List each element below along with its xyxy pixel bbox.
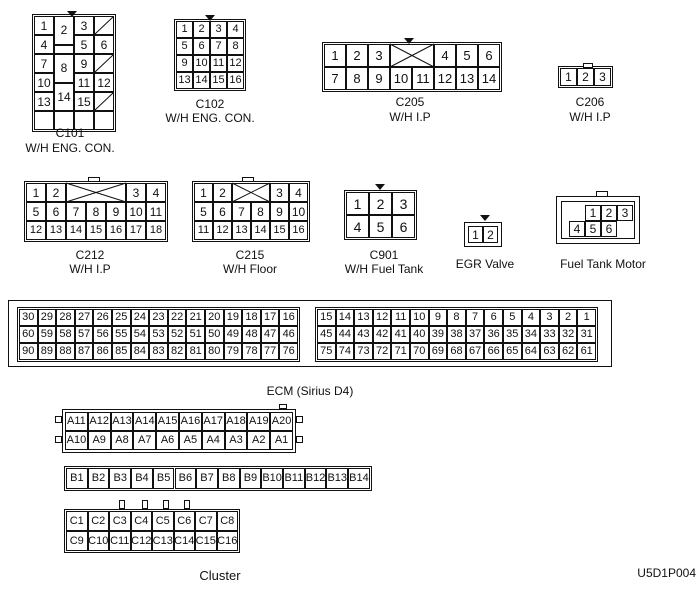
c101-pin: 9 — [74, 54, 94, 73]
ecm-a-pin: A1 — [270, 431, 293, 450]
c212-pin: 2 — [46, 183, 66, 202]
ecm-pin: 12 — [373, 309, 392, 326]
c215-pin: 13 — [232, 221, 251, 240]
ecm-a-pin: A11 — [65, 412, 88, 431]
c215-pin: 5 — [194, 202, 213, 221]
c102-pin: 14 — [193, 72, 210, 89]
ecm-pin: 29 — [38, 309, 57, 326]
ecm-pin: 78 — [242, 343, 261, 360]
ecm-pin: 19 — [224, 309, 243, 326]
ecm-pin: 56 — [93, 326, 112, 343]
ecm-pin: 55 — [112, 326, 131, 343]
ecm-a-pin: A8 — [111, 431, 134, 450]
fuel-tank-motor-pin: 2 — [601, 205, 617, 221]
c206-pin: 2 — [577, 68, 594, 86]
ecm-pin: 71 — [391, 343, 410, 360]
ecm-a-pin: A20 — [270, 412, 293, 431]
ecm-pin: 31 — [577, 326, 596, 343]
c215-key-cell — [232, 183, 270, 202]
cluster-b-pin: B1 — [66, 468, 88, 489]
c205-name-label: W/H I.P — [389, 110, 431, 124]
ecm-pin: 14 — [336, 309, 355, 326]
cluster-c-pin: C3 — [109, 511, 131, 531]
c102-pin: 7 — [210, 38, 227, 55]
c205-pin: 13 — [456, 67, 478, 90]
c102-pin: 2 — [193, 21, 210, 38]
ecm-pin: 41 — [391, 326, 410, 343]
ecm-pin: 62 — [559, 343, 578, 360]
c205-pin: 9 — [368, 67, 390, 90]
ecm-pin: 16 — [279, 309, 298, 326]
ecm-a-pin: A9 — [88, 431, 111, 450]
c215-pin: 6 — [213, 202, 232, 221]
ecm-pin: 11 — [391, 309, 410, 326]
ecm-pin: 23 — [149, 309, 168, 326]
ecm-pin: 8 — [447, 309, 466, 326]
c205-code-label: C205 — [395, 95, 425, 109]
c101-empty-cell — [94, 54, 114, 73]
c212-code-label: C212 — [75, 248, 105, 262]
cluster-c-pin: C7 — [195, 511, 217, 531]
ecm-pin: 15 — [317, 309, 336, 326]
fuel-tank-motor-pin: 3 — [617, 205, 633, 221]
c101-pin: 12 — [94, 73, 114, 92]
c212-pin: 6 — [46, 202, 66, 221]
ecm-pin: 79 — [224, 343, 243, 360]
c205-pin: 11 — [412, 67, 434, 90]
ecm-pin: 84 — [131, 343, 150, 360]
cluster-b-pin: B6 — [175, 468, 197, 489]
c101-pin: 3 — [74, 16, 94, 35]
cluster-b-pin: B5 — [153, 468, 175, 489]
ecm-a-pin: A12 — [88, 412, 111, 431]
ecm-pin: 51 — [186, 326, 205, 343]
c901-key-marker — [375, 184, 385, 190]
c901-pin: 4 — [346, 215, 369, 238]
ecm-pin: 10 — [410, 309, 429, 326]
c205-pin: 6 — [478, 44, 500, 67]
cluster-c-pin: C16 — [217, 531, 239, 551]
cluster-c-pin: C13 — [152, 531, 174, 551]
c102-pin: 1 — [176, 21, 193, 38]
ecm-pin: 53 — [149, 326, 168, 343]
ecm-pin: 47 — [261, 326, 280, 343]
c215-pin: 9 — [270, 202, 289, 221]
cluster-title-label: Cluster — [199, 568, 241, 583]
ecm-pin: 65 — [503, 343, 522, 360]
cluster-b-pin: B7 — [196, 468, 218, 489]
ecm-pin: 59 — [38, 326, 57, 343]
c215-pin: 12 — [213, 221, 232, 240]
c212-pin: 5 — [26, 202, 46, 221]
ecm-pin: 43 — [354, 326, 373, 343]
cluster-b-pin: B3 — [109, 468, 131, 489]
c102-code-label: C102 — [195, 97, 225, 111]
ecm-pin: 4 — [522, 309, 541, 326]
ecm-pin: 3 — [540, 309, 559, 326]
ecm-pin: 13 — [354, 309, 373, 326]
c102-pin: 12 — [227, 55, 244, 72]
c102-name-label: W/H ENG. CON. — [165, 111, 255, 125]
ecm-pin: 54 — [131, 326, 150, 343]
c101-empty-cell — [94, 16, 114, 35]
ecm-pin: 67 — [466, 343, 485, 360]
c206-pin: 3 — [594, 68, 611, 86]
c901-name-label: W/H Fuel Tank — [344, 262, 424, 276]
ecm-a-pin: A2 — [247, 431, 270, 450]
c215-pin: 1 — [194, 183, 213, 202]
ecm-pin: 1 — [577, 309, 596, 326]
ecm-a-pin: A6 — [156, 431, 179, 450]
egr-valve-pin: 2 — [483, 226, 498, 243]
ecm-pin: 61 — [577, 343, 596, 360]
cluster-c-latch — [163, 500, 169, 509]
c901-pin: 1 — [346, 192, 369, 215]
ecm-pin: 2 — [559, 309, 578, 326]
ecm-pin: 34 — [522, 326, 541, 343]
ecm-pin: 85 — [112, 343, 131, 360]
ecm-a-latch — [279, 404, 287, 409]
egr-key-marker — [480, 215, 490, 221]
c206-code-label: C206 — [575, 95, 605, 109]
fuel-tank-motor-pin: 1 — [585, 205, 601, 221]
ecm-pin: 68 — [447, 343, 466, 360]
cluster-c-pin: C6 — [174, 511, 196, 531]
ecm-pin: 39 — [429, 326, 448, 343]
c101-pin: 5 — [74, 35, 94, 54]
ecm-pin: 76 — [279, 343, 298, 360]
ecm-pin: 86 — [93, 343, 112, 360]
cluster-b-pin: B4 — [131, 468, 153, 489]
c901-pin: 6 — [392, 215, 415, 238]
cluster-b-pin: B9 — [240, 468, 262, 489]
ecm-pin: 40 — [410, 326, 429, 343]
c212-pin: 10 — [126, 202, 146, 221]
ecm-pin: 17 — [261, 309, 280, 326]
c101-name-label: W/H ENG. CON. — [25, 141, 115, 155]
ecm-pin: 24 — [131, 309, 150, 326]
ecm-pin: 50 — [205, 326, 224, 343]
ecm-a-pin: A3 — [225, 431, 248, 450]
c101-filler — [54, 45, 74, 55]
ecm-pin: 74 — [336, 343, 355, 360]
cluster-c-pin: C5 — [152, 511, 174, 531]
cluster-c-pin: C14 — [174, 531, 196, 551]
ecm-pin: 22 — [168, 309, 187, 326]
c212-pin: 9 — [106, 202, 126, 221]
c901-pin: 2 — [369, 192, 392, 215]
ecm-pin: 69 — [429, 343, 448, 360]
c901-pin: 3 — [392, 192, 415, 215]
ecm-a-pin: A5 — [179, 431, 202, 450]
c215-pin: 3 — [270, 183, 289, 202]
ecm-pin: 27 — [75, 309, 94, 326]
c901-pin: 5 — [369, 215, 392, 238]
c205-pin: 3 — [368, 44, 390, 67]
cluster-c-pin: C8 — [217, 511, 239, 531]
ecm-pin: 58 — [56, 326, 75, 343]
ecm-pin: 38 — [447, 326, 466, 343]
c212-pin: 4 — [146, 183, 166, 202]
ecm-pin: 75 — [317, 343, 336, 360]
ecm-pin: 64 — [522, 343, 541, 360]
egr-valve-pin: 1 — [468, 226, 483, 243]
c205-pin: 7 — [324, 67, 346, 90]
c212-pin: 8 — [86, 202, 106, 221]
c215-pin: 10 — [289, 202, 308, 221]
c102-pin: 16 — [227, 72, 244, 89]
ecm-pin: 5 — [503, 309, 522, 326]
c101-code-label: C101 — [55, 126, 85, 140]
cluster-c-pin: C11 — [109, 531, 131, 551]
c215-name-label: W/H Floor — [223, 262, 277, 276]
ecm-pin: 88 — [56, 343, 75, 360]
ecm-a-pin: A19 — [247, 412, 270, 431]
cluster-c-pin: C2 — [88, 511, 110, 531]
c215-pin: 15 — [270, 221, 289, 240]
c102-pin: 6 — [193, 38, 210, 55]
c205-pin: 8 — [346, 67, 368, 90]
c212-latch — [88, 177, 100, 182]
ecm-pin: 7 — [466, 309, 485, 326]
ecm-pin: 83 — [149, 343, 168, 360]
c102-pin: 8 — [227, 38, 244, 55]
c101-pin: 2 — [54, 16, 74, 45]
c102-pin: 9 — [176, 55, 193, 72]
c215-pin: 4 — [289, 183, 308, 202]
ecm-pin: 89 — [38, 343, 57, 360]
ecm-pin: 49 — [224, 326, 243, 343]
c102-pin: 5 — [176, 38, 193, 55]
fuel-tank-motor-pin: 4 — [569, 221, 585, 237]
ecm-pin: 25 — [112, 309, 131, 326]
c212-pin: 3 — [126, 183, 146, 202]
ecm-pin: 37 — [466, 326, 485, 343]
c101-pin: 4 — [34, 35, 54, 54]
cluster-b-pin: B10 — [261, 468, 283, 489]
ecm-a-pin: A14 — [133, 412, 156, 431]
c212-key-cell — [66, 183, 126, 202]
ecm-pin: 57 — [75, 326, 94, 343]
ecm-pin: 80 — [205, 343, 224, 360]
c101-pin: 14 — [54, 83, 74, 112]
cluster-c-pin: C15 — [195, 531, 217, 551]
ecm-pin: 87 — [75, 343, 94, 360]
ecm-pin: 32 — [559, 326, 578, 343]
ecm-a-pin: A15 — [156, 412, 179, 431]
ecm-pin: 26 — [93, 309, 112, 326]
c102-pin: 10 — [193, 55, 210, 72]
c215-pin: 11 — [194, 221, 213, 240]
fuel-tank-motor-pin: 6 — [601, 221, 617, 237]
egr-valve-label: EGR Valve — [455, 257, 515, 271]
c215-pin: 14 — [251, 221, 270, 240]
c206-pin: 1 — [560, 68, 577, 86]
c101-pin: 8 — [54, 54, 74, 83]
ecm-a-latch — [296, 416, 303, 423]
c215-code-label: C215 — [235, 248, 265, 262]
c215-pin: 2 — [213, 183, 232, 202]
c205-pin: 12 — [434, 67, 456, 90]
ecm-pin: 42 — [373, 326, 392, 343]
c212-pin: 12 — [26, 221, 46, 240]
ecm-pin: 45 — [317, 326, 336, 343]
cluster-c-pin: C1 — [66, 511, 88, 531]
ecm-pin: 81 — [186, 343, 205, 360]
ecm-pin: 72 — [373, 343, 392, 360]
figure-id-label: U5D1P004 — [637, 566, 696, 580]
ecm-pin: 70 — [410, 343, 429, 360]
cluster-b-pin: B8 — [218, 468, 240, 489]
c215-pin: 16 — [289, 221, 308, 240]
ecm-a-latch — [55, 436, 62, 443]
c205-key-cell — [390, 44, 434, 67]
c101-pin: 6 — [94, 35, 114, 54]
c212-pin: 1 — [26, 183, 46, 202]
c101-pin: 13 — [34, 92, 54, 111]
cluster-c-pin: C10 — [88, 531, 110, 551]
c206-name-label: W/H I.P — [569, 110, 611, 124]
cluster-b-pin: B11 — [283, 468, 305, 489]
c102-pin: 3 — [210, 21, 227, 38]
c215-pin: 7 — [232, 202, 251, 221]
c901-code-label: C901 — [369, 248, 399, 262]
ecm-pin: 21 — [186, 309, 205, 326]
ecm-pin: 66 — [484, 343, 503, 360]
ecm-a-latch — [296, 436, 303, 443]
ecm-pin: 46 — [279, 326, 298, 343]
ecm-a-latch — [55, 416, 62, 423]
cluster-c-latch — [184, 500, 190, 509]
c101-pin: 11 — [74, 73, 94, 92]
c212-pin: 15 — [86, 221, 106, 240]
c102-pin: 15 — [210, 72, 227, 89]
ecm-pin: 63 — [540, 343, 559, 360]
ecm-pin: 52 — [168, 326, 187, 343]
ecm-pin: 90 — [19, 343, 38, 360]
fuel-tank-motor-label: Fuel Tank Motor — [560, 257, 646, 271]
c101-pin: 10 — [34, 73, 54, 92]
ecm-pin: 33 — [540, 326, 559, 343]
c102-pin: 4 — [227, 21, 244, 38]
cluster-b-pin: B2 — [88, 468, 110, 489]
fuel-tank-motor-latch — [596, 191, 608, 197]
c205-pin: 2 — [346, 44, 368, 67]
c205-pin: 1 — [324, 44, 346, 67]
ecm-a-pin: A18 — [225, 412, 248, 431]
ecm-title-label: ECM (Sirius D4) — [266, 384, 354, 398]
c205-pin: 10 — [390, 67, 412, 90]
cluster-b-pin: B14 — [348, 468, 370, 489]
ecm-a-pin: A16 — [179, 412, 202, 431]
c215-latch — [242, 177, 254, 182]
c215-pin: 8 — [251, 202, 270, 221]
ecm-pin: 73 — [354, 343, 373, 360]
ecm-pin: 77 — [261, 343, 280, 360]
c212-pin: 18 — [146, 221, 166, 240]
ecm-pin: 28 — [56, 309, 75, 326]
ecm-pin: 6 — [484, 309, 503, 326]
ecm-a-pin: A13 — [111, 412, 134, 431]
c212-pin: 11 — [146, 202, 166, 221]
c205-pin: 4 — [434, 44, 456, 67]
c205-pin: 14 — [478, 67, 500, 90]
c101-pin: 15 — [74, 92, 94, 111]
cluster-c-latch — [119, 500, 125, 509]
ecm-a-pin: A7 — [133, 431, 156, 450]
ecm-pin: 9 — [429, 309, 448, 326]
cluster-c-pin: C9 — [66, 531, 88, 551]
ecm-a-pin: A4 — [202, 431, 225, 450]
c101-pin: 7 — [34, 54, 54, 73]
ecm-pin: 18 — [242, 309, 261, 326]
ecm-pin: 20 — [205, 309, 224, 326]
cluster-b-pin: B12 — [305, 468, 327, 489]
ecm-a-pin: A17 — [202, 412, 225, 431]
ecm-pin: 60 — [19, 326, 38, 343]
c101-pin: 1 — [34, 16, 54, 35]
cluster-c-latch — [142, 500, 148, 509]
c212-pin: 7 — [66, 202, 86, 221]
ecm-pin: 82 — [168, 343, 187, 360]
cluster-b-pin: B13 — [326, 468, 348, 489]
c212-pin: 17 — [126, 221, 146, 240]
c212-pin: 13 — [46, 221, 66, 240]
c212-pin: 14 — [66, 221, 86, 240]
c101-empty-cell — [94, 92, 114, 111]
ecm-pin: 44 — [336, 326, 355, 343]
ecm-a-pin: A10 — [65, 431, 88, 450]
c212-pin: 16 — [106, 221, 126, 240]
cluster-c-pin: C12 — [131, 531, 153, 551]
ecm-pin: 36 — [484, 326, 503, 343]
c205-pin: 5 — [456, 44, 478, 67]
c102-pin: 13 — [176, 72, 193, 89]
fuel-tank-motor-pin: 5 — [585, 221, 601, 237]
ecm-pin: 30 — [19, 309, 38, 326]
cluster-c-pin: C4 — [131, 511, 153, 531]
c212-name-label: W/H I.P — [69, 262, 111, 276]
ecm-pin: 48 — [242, 326, 261, 343]
ecm-pin: 35 — [503, 326, 522, 343]
c102-pin: 11 — [210, 55, 227, 72]
